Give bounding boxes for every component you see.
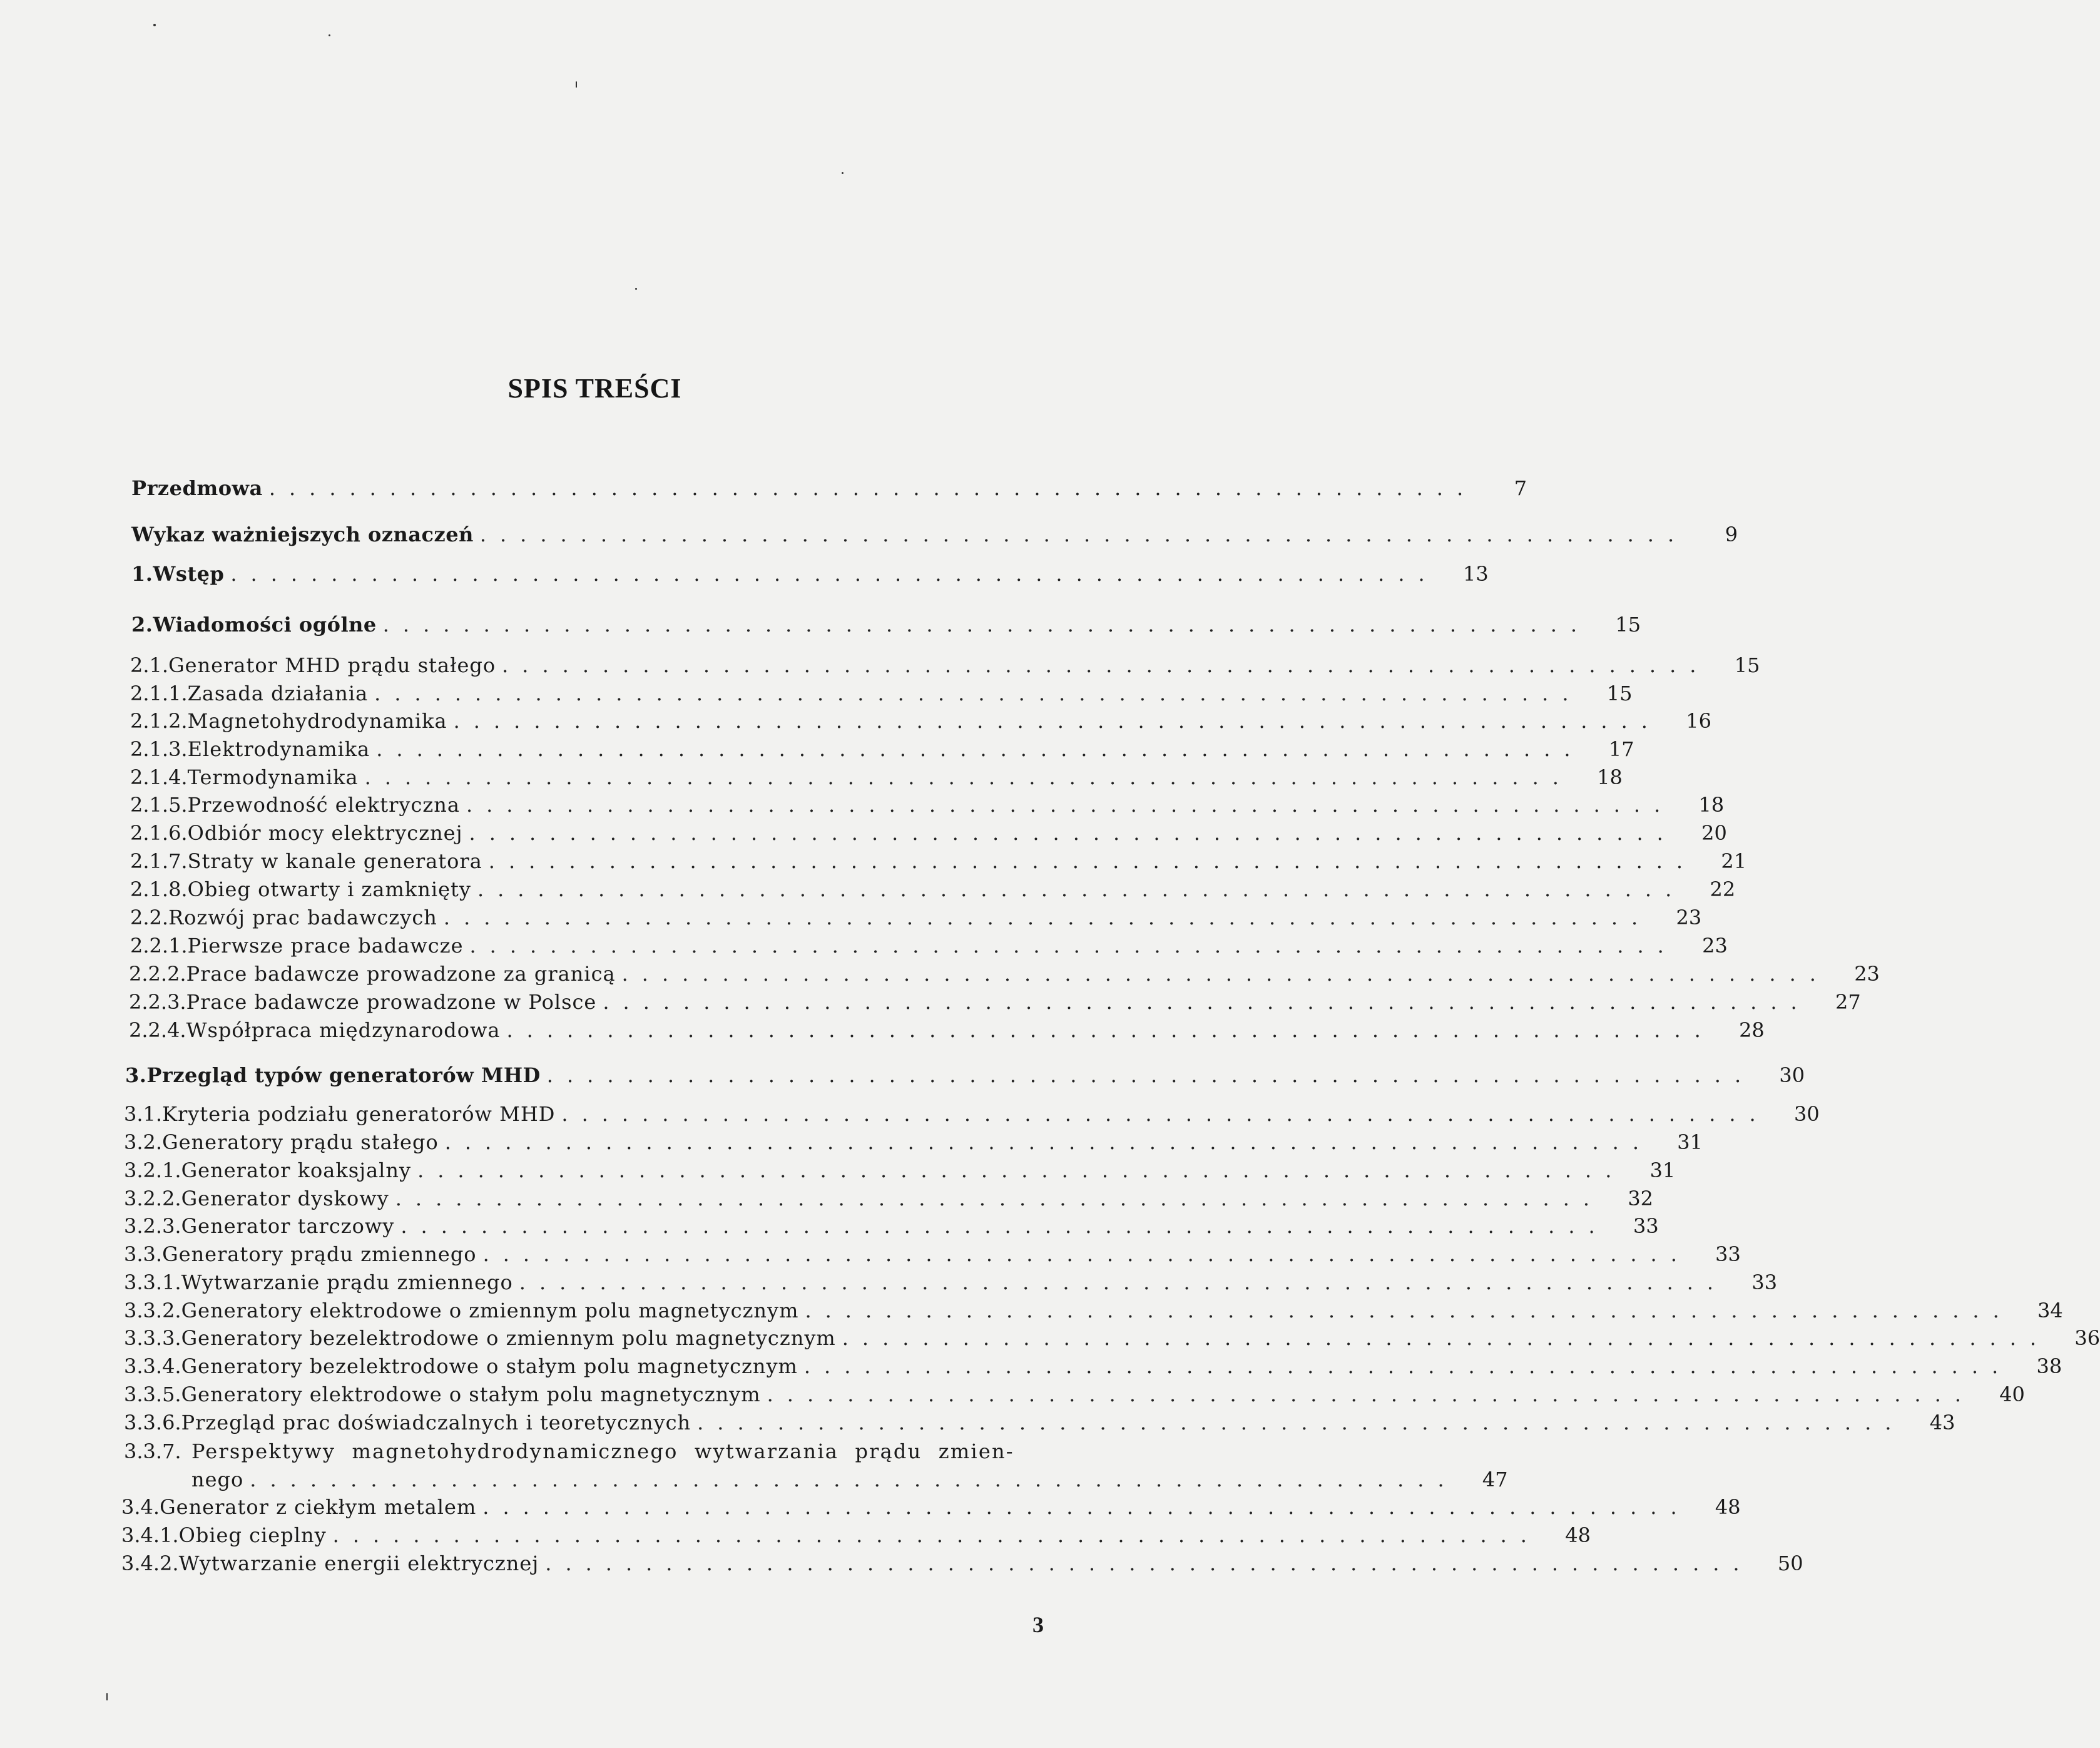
toc-entry-title: Prace badawcze prowadzone w Polsce xyxy=(186,990,597,1014)
toc-entry-title: Straty w kanale generatora xyxy=(187,849,482,873)
dot-leader: ............................................................ xyxy=(479,523,1688,546)
dot-leader: ............................................................ xyxy=(364,765,1572,789)
dot-leader: ............................................................ xyxy=(488,849,1697,873)
toc-entry-title: Odbiór mocy elektrycznej xyxy=(187,821,463,845)
toc-entry-title: Magnetohydrodynamika xyxy=(187,709,447,733)
toc-entry-number: 3.3.1. xyxy=(124,1270,181,1294)
toc-entry xyxy=(131,611,1641,638)
dot-leader: ............................................................ xyxy=(466,793,1674,817)
toc-entry-title: Generator MHD prądu stałego xyxy=(168,653,496,677)
dot-leader: ............................................................ xyxy=(697,1411,1905,1434)
dot-leader: ............................................................ xyxy=(417,1158,1626,1182)
dot-leader: ............................................................ xyxy=(546,1063,1755,1087)
toc-entry-page: 43 xyxy=(1929,1411,1955,1434)
toc-entry-page: 28 xyxy=(1739,1018,1765,1042)
toc-entry-number: 3.2.2. xyxy=(124,1187,181,1210)
toc-entry xyxy=(131,521,1738,548)
toc-entry-number: 3.4.2. xyxy=(121,1551,179,1575)
toc-entry-title: Elektrodynamika xyxy=(187,737,370,761)
toc-entry-title: Wstęp xyxy=(153,562,225,586)
toc-entry-page: 30 xyxy=(1794,1102,1820,1126)
toc-entry-page: 34 xyxy=(2037,1299,2063,1322)
toc-entry-number: 2.1.7. xyxy=(130,849,188,873)
toc-entry-page: 27 xyxy=(1835,990,1861,1014)
toc-entry-title: Generatory bezelektrodowe o stałym polu magnetycznym xyxy=(181,1354,798,1378)
toc-entry-page: 23 xyxy=(1676,906,1702,929)
toc-entry xyxy=(130,764,1623,791)
scan-speck xyxy=(106,1693,108,1700)
toc-entry-page: 48 xyxy=(1715,1495,1741,1519)
toc-entry xyxy=(130,847,1747,875)
dot-leader: ............................................................ xyxy=(477,877,1686,901)
toc-entry-title: Współpraca międzynarodowa xyxy=(186,1018,501,1042)
dot-leader: ............................................................ xyxy=(469,934,1678,958)
dot-leader: ............................................................ xyxy=(453,709,1661,733)
toc-entry-page: 17 xyxy=(1608,737,1634,761)
toc-entry xyxy=(130,819,1727,847)
toc-entry-title: Wytwarzanie energii elektrycznej xyxy=(178,1551,539,1575)
dot-leader: ............................................................ xyxy=(561,1102,1770,1126)
toc-entry-number: 2.1.4. xyxy=(130,765,188,789)
toc-entry-number: 3.2. xyxy=(124,1130,163,1154)
toc-entry xyxy=(121,1550,1803,1577)
toc-entry-number: 2.2.2. xyxy=(129,962,186,986)
toc-entry-title: Generatory elektrodowe o stałym polu magnetycznym xyxy=(181,1383,761,1406)
toc-entry-title: Termodynamika xyxy=(187,765,359,789)
toc-entry xyxy=(124,1324,2100,1352)
toc-entry-title: Przewodność elektryczna xyxy=(187,793,460,817)
toc-entry-title: Generator koaksjalny xyxy=(181,1158,412,1182)
toc-entry-title: Przegląd prac doświadczalnych i teoretycznych xyxy=(181,1411,691,1434)
toc-entry-page: 23 xyxy=(1854,962,1880,986)
toc-entry xyxy=(130,932,1728,959)
dot-leader: ............................................................ xyxy=(400,1214,1609,1238)
page-title: SPIS TREŚCI xyxy=(507,373,682,404)
toc-entry xyxy=(129,1016,1765,1044)
toc-entry-number: 3.4. xyxy=(121,1495,160,1519)
toc-entry xyxy=(131,560,1489,588)
toc-entry xyxy=(130,735,1634,763)
toc-entry-title: Zasada działania xyxy=(187,682,369,705)
toc-entry xyxy=(191,1466,1508,1493)
toc-entry-number: 3.3.5. xyxy=(124,1383,181,1406)
toc-entry xyxy=(131,474,1527,502)
toc-entry-title: Obieg otwarty i zamknięty xyxy=(187,877,471,901)
toc-entry xyxy=(124,1128,1703,1156)
toc-entry xyxy=(125,1061,1805,1089)
page-number: 3 xyxy=(1032,1612,1044,1637)
toc-entry-title: Obieg cieplny xyxy=(178,1523,327,1547)
toc-entry-number: 3.3.2. xyxy=(124,1299,181,1322)
toc-entry-title: Kryteria podziału generatorów MHD xyxy=(162,1102,556,1126)
toc-entry-title: Generatory prądu zmiennego xyxy=(162,1242,477,1266)
toc-entry-page: 20 xyxy=(1701,821,1727,845)
toc-entry-number: 3.2.3. xyxy=(124,1214,181,1238)
toc-entry-page: 30 xyxy=(1779,1063,1805,1087)
toc-entry-page: 22 xyxy=(1710,877,1736,901)
toc-entry-title: Przegląd typów generatorów MHD xyxy=(146,1063,541,1087)
dot-leader: ............................................................ xyxy=(268,476,1477,500)
toc-entry-number: 2.2. xyxy=(130,906,169,929)
dot-leader: ............................................................ xyxy=(443,906,1652,929)
dot-leader: ............................................................ xyxy=(842,1326,2051,1350)
dot-leader: ............................................................ xyxy=(603,990,1811,1014)
toc-entry-page: 33 xyxy=(1715,1242,1741,1266)
toc-entry-page: 31 xyxy=(1677,1130,1703,1154)
toc-entry-page: 33 xyxy=(1751,1270,1778,1294)
toc-entry-number: 3.3.4. xyxy=(124,1354,181,1378)
toc-entry-number: 2.2.1. xyxy=(130,934,188,958)
dot-leader: ............................................................ xyxy=(805,1299,2013,1322)
dot-leader: ............................................................ xyxy=(395,1187,1604,1210)
scan-speck xyxy=(153,24,156,26)
toc-entry-number: 2.1.3. xyxy=(130,737,188,761)
toc-entry-page: 18 xyxy=(1597,765,1623,789)
toc-entry-title: Przedmowa xyxy=(131,476,263,500)
toc-entry xyxy=(129,960,1880,988)
toc-entry-title: Pierwsze prace badawcze xyxy=(187,934,464,958)
toc-entry-number: 3.3.3. xyxy=(124,1326,181,1350)
toc-entry-title: Generator dyskowy xyxy=(181,1187,389,1210)
toc-entry-title: Perspektywy magnetohydrodynamicznego wytwarzania prądu zmien- xyxy=(191,1439,1014,1463)
toc-entry-title: Wytwarzanie prądu zmiennego xyxy=(181,1270,513,1294)
toc-entry-title: Generator tarczowy xyxy=(181,1214,395,1238)
toc-entry-number: 2.1.5. xyxy=(130,793,188,817)
toc-entry-number: 3.3.7. xyxy=(124,1439,181,1463)
toc-entry-page: 7 xyxy=(1514,476,1527,500)
toc-entry-page: 21 xyxy=(1721,849,1747,873)
toc-entry-page: 15 xyxy=(1734,653,1760,677)
toc-entry xyxy=(129,988,1861,1016)
dot-leader: ............................................................ xyxy=(621,962,1830,986)
scan-speck xyxy=(842,172,844,174)
toc-entry-page: 33 xyxy=(1633,1214,1659,1238)
toc-entry-page: 48 xyxy=(1565,1523,1591,1547)
toc-entry-title: Generator z ciekłym metalem xyxy=(160,1495,477,1519)
toc-entry xyxy=(124,1240,1741,1268)
dot-leader: ............................................................ xyxy=(469,821,1677,845)
toc-entry-page: 31 xyxy=(1649,1158,1676,1182)
toc-entry-title: Generatory prądu stałego xyxy=(162,1130,439,1154)
toc-entry xyxy=(124,1212,1659,1240)
dot-leader: ............................................................ xyxy=(382,613,1591,636)
dot-leader: ............................................................ xyxy=(482,1242,1691,1266)
toc-entry xyxy=(124,1100,1820,1128)
toc-entry-page: 40 xyxy=(1999,1383,2025,1406)
toc-entry-number: 2. xyxy=(131,613,153,636)
toc-entry-title: Wykaz ważniejszych oznaczeń xyxy=(131,523,474,546)
toc-entry-number: 2.1.1. xyxy=(130,682,188,705)
toc-entry-page: 23 xyxy=(1702,934,1728,958)
toc-entry xyxy=(130,876,1736,903)
toc-entry-number: 3.4.1. xyxy=(121,1523,179,1547)
toc-entry xyxy=(121,1521,1591,1549)
toc-entry-number: 2.1.6. xyxy=(130,821,188,845)
toc-entry-number: 1. xyxy=(131,562,153,586)
toc-entry-page: 15 xyxy=(1615,613,1641,636)
toc-entry-page: 38 xyxy=(2036,1354,2062,1378)
toc-entry-page: 13 xyxy=(1462,562,1489,586)
toc-entry xyxy=(121,1493,1741,1521)
toc-entry-page: 16 xyxy=(1686,709,1711,733)
toc-entry-number: 2.2.3. xyxy=(129,990,186,1014)
toc-entry-page: 50 xyxy=(1777,1551,1803,1575)
toc-entry-page: 18 xyxy=(1698,793,1725,817)
toc-entry xyxy=(130,680,1633,707)
scan-speck xyxy=(576,81,577,88)
dot-leader: ............................................................ xyxy=(250,1468,1458,1491)
scan-speck xyxy=(329,34,330,36)
toc-entry-page: 47 xyxy=(1482,1468,1508,1491)
toc-entry-number: 2.2.4. xyxy=(129,1018,186,1042)
toc-entry-title: Rozwój prac badawczych xyxy=(168,906,437,929)
scan-speck xyxy=(635,288,637,290)
toc-entry-page: 15 xyxy=(1606,682,1633,705)
dot-leader: ............................................................ xyxy=(545,1551,1753,1575)
dot-leader: ............................................................ xyxy=(230,562,1439,586)
toc-entry-number: 3.3.6. xyxy=(124,1411,181,1434)
dot-leader: ............................................................ xyxy=(376,737,1584,761)
toc-entry xyxy=(124,1269,1778,1296)
dot-leader: ............................................................ xyxy=(502,653,1710,677)
toc-entry xyxy=(124,1438,1071,1465)
dot-leader: ............................................................ xyxy=(519,1270,1728,1294)
toc-entry xyxy=(130,904,1702,931)
dot-leader: ............................................................ xyxy=(374,682,1583,705)
toc-entry-number: 3.1. xyxy=(124,1102,163,1126)
toc-entry xyxy=(124,1409,1955,1436)
dot-leader: ............................................................ xyxy=(332,1523,1541,1547)
toc-entry-number: 2.1.8. xyxy=(130,877,188,901)
toc-entry-number: 3.2.1. xyxy=(124,1158,181,1182)
dot-leader: ............................................................ xyxy=(767,1383,1975,1406)
toc-entry-page: 32 xyxy=(1628,1187,1654,1210)
dot-leader: ............................................................ xyxy=(506,1018,1715,1042)
toc-entry xyxy=(130,791,1725,819)
toc-entry-title: Prace badawcze prowadzone za granicą xyxy=(186,962,616,986)
dot-leader: ............................................................ xyxy=(482,1495,1691,1519)
toc-entry-title: Generatory bezelektrodowe o zmiennym polu magnetycznym xyxy=(181,1326,836,1350)
toc-entry-number: 2.1. xyxy=(130,653,169,677)
toc-entry-number: 3.3. xyxy=(124,1242,163,1266)
toc-entry xyxy=(124,1352,2062,1380)
toc-entry-title: Wiadomości ogólne xyxy=(153,613,377,636)
toc-entry-page: 9 xyxy=(1725,523,1738,546)
dot-leader: ............................................................ xyxy=(803,1354,2012,1378)
toc-entry-title: Generatory elektrodowe o zmiennym polu magnetycznym xyxy=(181,1299,799,1322)
dot-leader: ............................................................ xyxy=(444,1130,1653,1154)
toc-entry xyxy=(124,1185,1654,1212)
toc-entry-title: nego xyxy=(191,1468,244,1491)
toc-entry xyxy=(124,1297,2063,1324)
toc-entry-page: 36 xyxy=(2074,1326,2100,1350)
toc-entry xyxy=(130,652,1760,679)
toc-entry-number: 2.1.2. xyxy=(130,709,188,733)
toc-entry xyxy=(124,1381,2025,1408)
toc-entry-number: 3. xyxy=(125,1063,147,1087)
toc-entry xyxy=(124,1157,1676,1184)
toc-entry xyxy=(130,707,1711,735)
